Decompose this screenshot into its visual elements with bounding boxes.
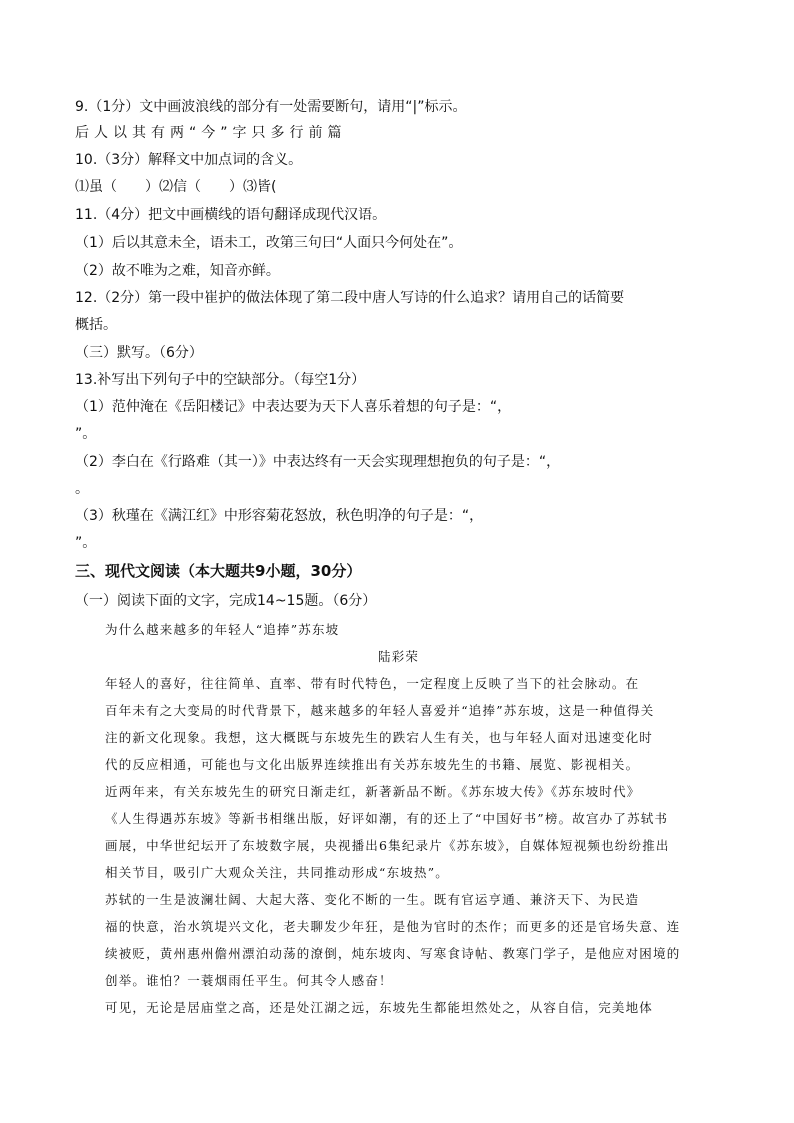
question-11: 11.（4分）把文中画横线的语句翻译成现代汉语。 xyxy=(75,207,387,223)
article-paragraph-line: 近两年来，有关东坡先生的研究日渐走红，新著新品不断。《苏东坡大传》《苏东坡时代》 xyxy=(105,784,641,799)
question-11-item-2: （2）故不唯为之难，知音亦鲜。 xyxy=(75,263,280,279)
article-title: 为什么越来越多的年轻人“追捧”苏东坡 xyxy=(105,622,340,637)
article-paragraph-line: 创举。谁怕？一蓑烟雨任平生。何其令人感奋！ xyxy=(105,973,393,988)
article-paragraph-line: 续被贬，黄州惠州儋州漂泊动荡的潦倒，炖东坡肉、写寒食诗帖、教寒门学子，是他应对困境的 xyxy=(105,946,681,961)
question-13-item-3: （3）秋瑾在《满江红》中形容菊花怒放，秋色明净的句子是：“， xyxy=(75,508,484,524)
section-3-part-1: （一）阅读下面的文字，完成14~15题。（6分） xyxy=(75,593,377,609)
question-13-item-2: （2）李白在《行路难（其一）》中表达终有一天会实现理想抱负的句子是：“， xyxy=(75,454,561,470)
question-9-text: 后人以其有两“今”字只多行前篇 xyxy=(75,125,347,141)
question-13-item-1-end: ”。 xyxy=(75,426,97,442)
section-3-heading: 三、现代文阅读（本大题共9小题，30分） xyxy=(75,562,362,580)
question-11-item-1: （1）后以其意未全，语未工，改第三句曰“人面只今何处在”。 xyxy=(75,235,463,251)
article-paragraph-line: 代的反应相通，可能也与文化出版界连续推出有关苏东坡先生的书籍、展览、影视相关。 xyxy=(105,757,640,772)
question-13-item-1: （1）范仲淹在《岳阳楼记》中表达要为天下人喜乐着想的句子是：“， xyxy=(75,399,512,415)
article-paragraph-line: 画展，中华世纪坛开了东坡数字展，央视播出6集纪录片《苏东坡》，自媒体短视频也纷纷推出 xyxy=(105,838,670,853)
question-13-item-2-end: 。 xyxy=(75,481,89,497)
article-paragraph-line: 百年未有之大变局的时代背景下，越来越多的年轻人喜爱并“追捧”苏东坡，这是一种值得关 xyxy=(105,703,655,718)
question-13: 13.补写出下列句子中的空缺部分。（每空1分） xyxy=(75,372,366,388)
question-12: 12.（2分）第一段中崔护的做法体现了第二段中唐人写诗的什么追求？请用自己的话简要 xyxy=(75,290,625,306)
article-paragraph-line: 福的快意，治水筑堤兴文化，老夫聊发少年狂，是他为官时的杰作；而更多的还是官场失意、连 xyxy=(105,919,681,934)
question-12-cont: 概括。 xyxy=(75,317,117,333)
article-paragraph-line: 可见，无论是居庙堂之高，还是处江湖之远，东坡先生都能坦然处之，从容自信，完美地体 xyxy=(105,1000,654,1015)
question-10: 10.（3分）解释文中加点词的含义。 xyxy=(75,152,303,168)
question-13-item-3-end: ”。 xyxy=(75,535,97,551)
part-3-heading: （三）默写。（6分） xyxy=(75,345,203,361)
article-paragraph-line: 注的新文化现象。我想，这大概既与东坡先生的跌宕人生有关，也与年轻人面对迅速变化时 xyxy=(105,730,654,745)
article-paragraph-line: 苏轼的一生是波澜壮阔、大起大落、变化不断的一生。既有官运亨通、兼济天下、为民造 xyxy=(105,892,640,907)
article-paragraph-line: 《人生得遇苏东坡》等新书相继出版，好评如潮，有的还上了“中国好书”榜。故宫办了苏轼书 xyxy=(105,811,669,826)
article-paragraph-line: 年轻人的喜好，往往简单、直率、带有时代特色，一定程度上反映了当下的社会脉动。在 xyxy=(105,676,640,691)
question-10-items: ⑴虽（ ）⑵信（ ）⑶皆( xyxy=(75,179,277,195)
question-9: 9.（1分）文中画波浪线的部分有一处需要断句，请用“|”标示。 xyxy=(75,99,467,115)
article-author: 陆彩荣 xyxy=(378,649,420,664)
article-paragraph-line: 相关节目，吸引广大观众关注，共同推动形成“东坡热”。 xyxy=(105,865,449,880)
